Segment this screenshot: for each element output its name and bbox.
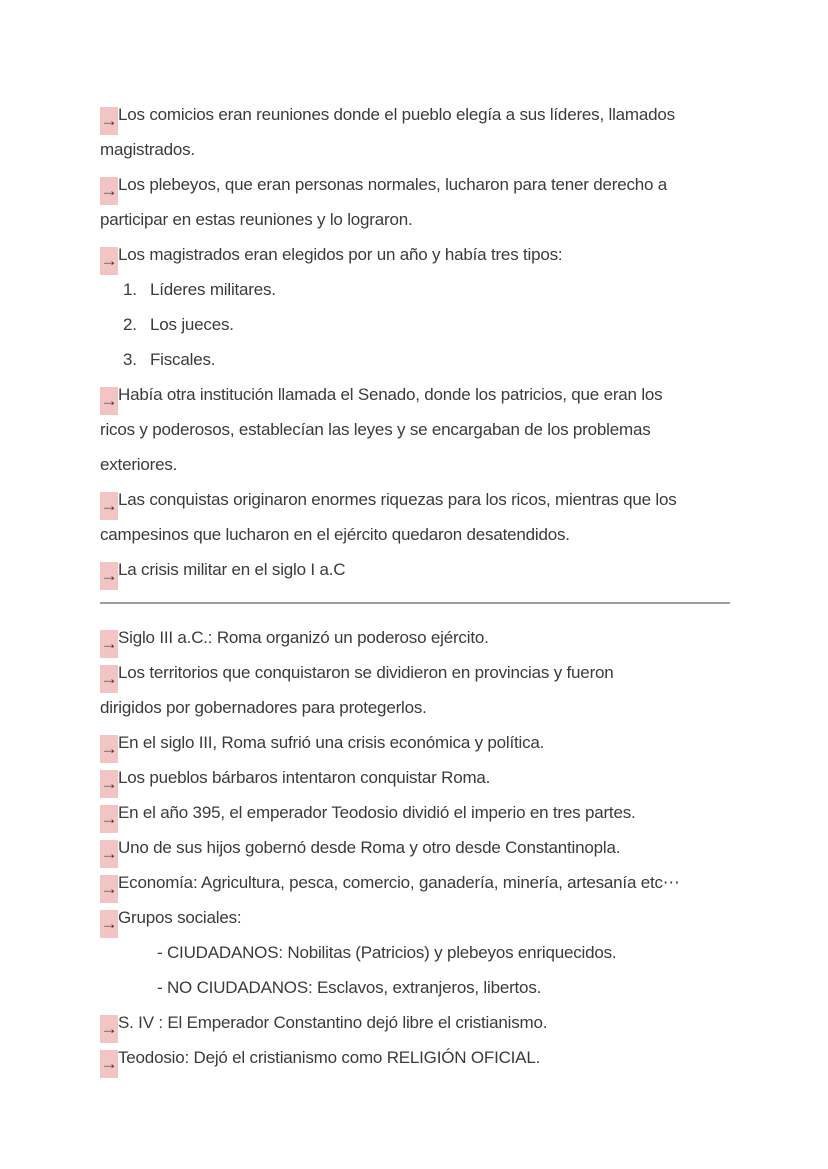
arrow-bullet-icon: → <box>100 770 118 798</box>
line-text: - NO CIUDADANOS: Esclavos, extranjeros, libertos. <box>157 978 542 997</box>
bullet-line <box>100 552 730 587</box>
bullet-line <box>100 795 730 830</box>
line-text: dirigidos por gobernadores para protegerlos. <box>100 698 427 717</box>
arrow-bullet-icon: → <box>100 177 118 205</box>
arrow-bullet-icon: → <box>100 1015 118 1043</box>
arrow-bullet-icon: → <box>100 665 118 693</box>
arrow-bullet-icon: → <box>100 562 118 590</box>
arrow-bullet-icon: → <box>100 1050 118 1078</box>
arrow-bullet-icon: → <box>100 107 118 135</box>
line-text: magistrados. <box>100 140 195 159</box>
document-content <box>100 97 730 1075</box>
arrow-bullet-icon: → <box>100 805 118 833</box>
item-number: 2. <box>123 315 137 334</box>
bullet-continuation-line <box>100 447 730 482</box>
bullet-continuation-line <box>100 412 730 447</box>
line-text: Los pueblos bárbaros intentaron conquistar Roma. <box>118 768 491 787</box>
bullet-line <box>100 620 730 655</box>
bullet-continuation-line <box>100 202 730 237</box>
item-number: 3. <box>123 350 137 369</box>
line-text: Había otra institución llamada el Senado, donde los patricios, que eran los <box>118 385 663 404</box>
bullet-line <box>100 237 730 272</box>
line-text: Las conquistas originaron enormes riquezas para los ricos, mientras que los <box>118 490 677 509</box>
bullet-line <box>100 377 730 412</box>
sub-item <box>100 935 730 970</box>
numbered-item <box>100 307 730 342</box>
line-text: En el año 395, el emperador Teodosio dividió el imperio en tres partes. <box>118 803 636 822</box>
section-divider <box>100 602 730 604</box>
arrow-bullet-icon: → <box>100 630 118 658</box>
bullet-line <box>100 760 730 795</box>
bullet-line <box>100 725 730 760</box>
line-text: - CIUDADANOS: Nobilitas (Patricios) y plebeyos enriquecidos. <box>157 943 617 962</box>
line-text: Los comicios eran reuniones donde el pueblo elegía a sus líderes, llamados <box>118 105 675 124</box>
numbered-item <box>100 272 730 307</box>
bullet-line <box>100 865 730 900</box>
bullet-continuation-line <box>100 517 730 552</box>
arrow-bullet-icon: → <box>100 247 118 275</box>
line-text: Siglo III a.C.: Roma organizó un poderoso ejército. <box>118 628 489 647</box>
line-text: Uno de sus hijos gobernó desde Roma y otro desde Constantinopla. <box>118 838 621 857</box>
arrow-bullet-icon: → <box>100 875 118 903</box>
bullet-continuation-line <box>100 690 730 725</box>
bullet-continuation-line <box>100 132 730 167</box>
sub-item <box>100 970 730 1005</box>
line-text: Los territorios que conquistaron se dividieron en provincias y fueron <box>118 663 614 682</box>
bullet-line <box>100 1040 730 1075</box>
arrow-bullet-icon: → <box>100 910 118 938</box>
line-text: campesinos que lucharon en el ejército quedaron desatendidos. <box>100 525 570 544</box>
line-text: Fiscales. <box>150 350 216 369</box>
line-text: S. IV : El Emperador Constantino dejó libre el cristianismo. <box>118 1013 548 1032</box>
line-text: La crisis militar en el siglo I a.C <box>118 560 346 579</box>
bullet-line <box>100 830 730 865</box>
line-text: participar en estas reuniones y lo lograron. <box>100 210 413 229</box>
line-text: Los magistrados eran elegidos por un año y había tres tipos: <box>118 245 563 264</box>
arrow-bullet-icon: → <box>100 492 118 520</box>
bullet-line <box>100 1005 730 1040</box>
line-text: Los jueces. <box>150 315 234 334</box>
line-text: En el siglo III, Roma sufrió una crisis económica y política. <box>118 733 545 752</box>
bullet-line <box>100 97 730 132</box>
line-text: Teodosio: Dejó el cristianismo como RELIGIÓN OFICIAL. <box>118 1048 541 1067</box>
arrow-bullet-icon: → <box>100 387 118 415</box>
line-text: ricos y poderosos, establecían las leyes y se encargaban de los problemas <box>100 420 651 439</box>
line-text: Grupos sociales: <box>118 908 242 927</box>
line-text: Los plebeyos, que eran personas normales, lucharon para tener derecho a <box>118 175 668 194</box>
item-number: 1. <box>123 280 137 299</box>
line-text: Economía: Agricultura, pesca, comercio, ganadería, minería, artesanía etc⋯ <box>118 873 680 892</box>
line-text: exteriores. <box>100 455 178 474</box>
bullet-line <box>100 167 730 202</box>
arrow-bullet-icon: → <box>100 735 118 763</box>
numbered-item <box>100 342 730 377</box>
bullet-line <box>100 482 730 517</box>
line-text: Líderes militares. <box>150 280 276 299</box>
bullet-line <box>100 900 730 935</box>
arrow-bullet-icon: → <box>100 840 118 868</box>
bullet-line <box>100 655 730 690</box>
